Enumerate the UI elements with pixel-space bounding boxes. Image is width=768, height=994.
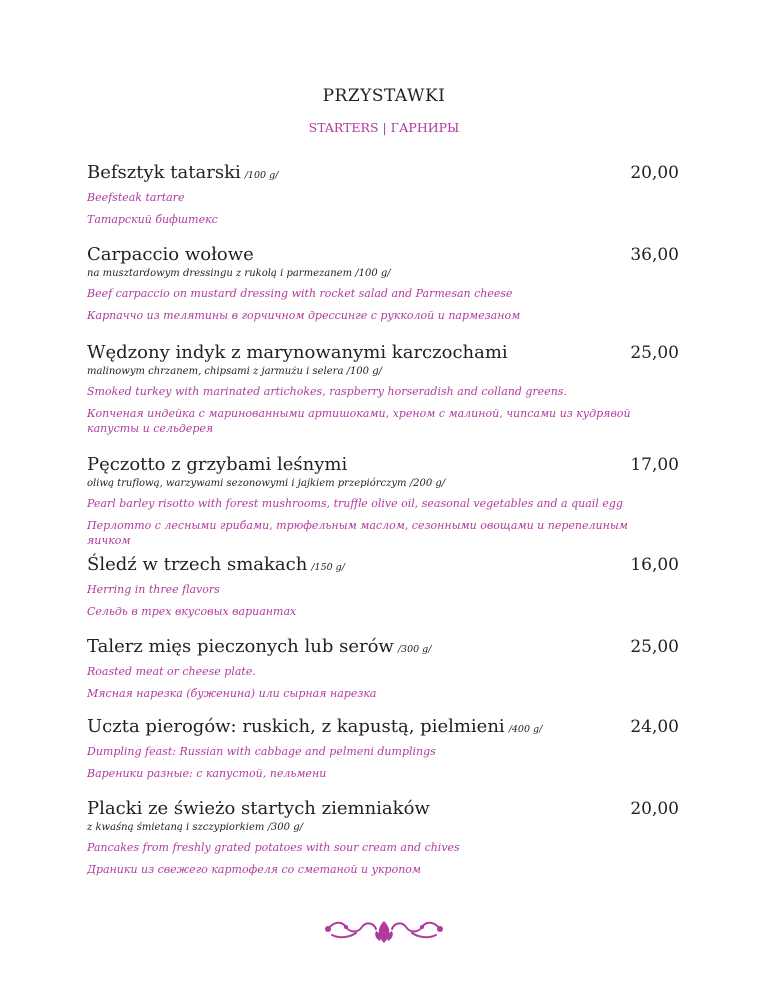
dish-english: Pancakes from freshly grated potatoes with sour cream and chives (87, 841, 460, 854)
dish-english: Roasted meat or cheese plate. (87, 665, 256, 678)
dish-price: 25,00 (630, 343, 679, 363)
dish-price: 20,00 (630, 799, 679, 819)
dish-name-line (87, 162, 278, 183)
section-subtitle: STARTERS | ГАРНИРЫ (308, 120, 460, 135)
menu-item (87, 244, 679, 323)
menu-item (87, 636, 679, 701)
dish-russian: Перлотто с лесными грибами, трюфельным маслом, сезонными овощами и перепелиным яичком (87, 519, 628, 547)
section-header (0, 86, 768, 135)
dish-name: Pęczotto z grzybami leśnymi (87, 454, 348, 475)
dish-weight: /300 g/ (397, 644, 432, 655)
dish-name: Placki ze świeżo startych ziemniaków (87, 798, 430, 819)
dish-english: Dumpling feast: Russian with cabbage and pelmeni dumplings (87, 745, 436, 758)
dish-english: Smoked turkey with marinated artichokes, raspberry horseradish and colland greens. (87, 385, 567, 398)
dish-price: 20,00 (630, 163, 679, 183)
menu-item (87, 162, 679, 227)
menu-item (87, 554, 679, 619)
section-title: PRZYSTAWKI (322, 86, 446, 106)
menu-item (87, 798, 679, 877)
dish-name: Talerz mięs pieczonych lub serów (87, 636, 394, 657)
dish-name: Carpaccio wołowe (87, 244, 254, 265)
dish-price: 24,00 (630, 717, 679, 737)
menu-item (87, 454, 679, 548)
dish-description: malinowym chrzanem, chipsami z jarmużu i selera /100 g/ (87, 366, 382, 377)
dish-russian: Татарский бифштекс (87, 213, 218, 226)
dish-name: Wędzony indyk z marynowanymi karczochami (87, 342, 508, 363)
dish-weight: /400 g/ (508, 724, 543, 735)
dish-description: na musztardowym dressingu z rukolą i parmezanem /100 g/ (87, 268, 391, 279)
dish-russian: Сельдь в трех вкусовых вариантах (87, 605, 297, 618)
menu-item (87, 716, 679, 781)
dish-name-line (87, 716, 542, 737)
dish-description: oliwą truflową, warzywami sezonowymi i jajkiem przepiórczym /200 g/ (87, 478, 446, 489)
dish-price: 36,00 (630, 245, 679, 265)
dish-price: 17,00 (630, 455, 679, 475)
dish-price: 25,00 (630, 637, 679, 657)
dish-name: Uczta pierogów: ruskich, z kapustą, pielmieni (87, 716, 505, 737)
dish-russian: Мясная нарезка (буженина) или сырная нарезка (87, 687, 377, 700)
menu-item (87, 342, 679, 436)
dish-weight: /100 g/ (244, 170, 279, 181)
dish-english: Herring in three flavors (87, 583, 220, 596)
dish-russian: Вареники разные: с капустой, пельмени (87, 767, 327, 780)
dish-description: z kwaśną śmietaną i szczypiorkiem /300 g/ (87, 822, 303, 833)
dish-weight: /150 g/ (311, 562, 345, 573)
dish-name: Śledź w trzech smakach (87, 554, 308, 575)
dish-price: 16,00 (630, 555, 679, 575)
dish-english: Beefsteak tartare (87, 191, 185, 204)
dish-english: Pearl barley risotto with forest mushrooms, truffle olive oil, seasonal vegetables and a quail egg (87, 497, 623, 510)
dish-russian: Драники из свежего картофеля со сметаной и укропом (87, 863, 422, 876)
dish-russian: Карпаччо из телятины в горчичном дрессинге с рукколой и пармезаном (87, 309, 521, 322)
dish-name-line (87, 636, 431, 657)
dish-name-line (87, 554, 345, 575)
dish-english: Beef carpaccio on mustard dressing with rocket salad and Parmesan cheese (87, 287, 513, 300)
dish-russian: Копченая индейка с маринованными артишоками, хреном с малиной, чипсами из кудрявой капусты и сельдерея (87, 407, 631, 435)
floral-ornament-icon (320, 917, 448, 947)
dish-name: Befsztyk tatarski (87, 162, 241, 183)
